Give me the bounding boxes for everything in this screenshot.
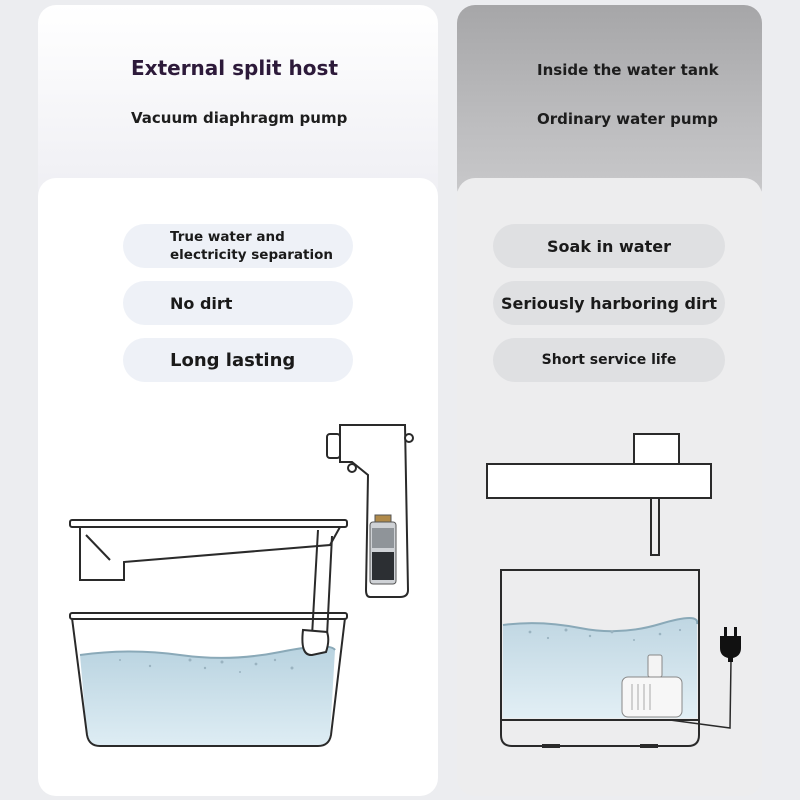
submerged-pump-illustration [487,434,731,746]
feature-label: Seriously harboring dirt [501,293,717,313]
feature-label: Long lasting [170,349,296,371]
power-plug-icon [720,627,741,662]
feature-label: Soak in water [547,236,671,256]
left-subtitle: Vacuum diaphragm pump [131,109,348,127]
right-title: Inside the water tank [537,61,719,79]
feature-label: True water and electricity separation [170,229,333,263]
left-title: External split host [131,56,339,80]
feature-label: Short service life [541,352,677,368]
feature-label: No dirt [170,293,233,313]
right-subtitle: Ordinary water pump [537,110,718,128]
split-fountain-illustration [70,425,413,746]
